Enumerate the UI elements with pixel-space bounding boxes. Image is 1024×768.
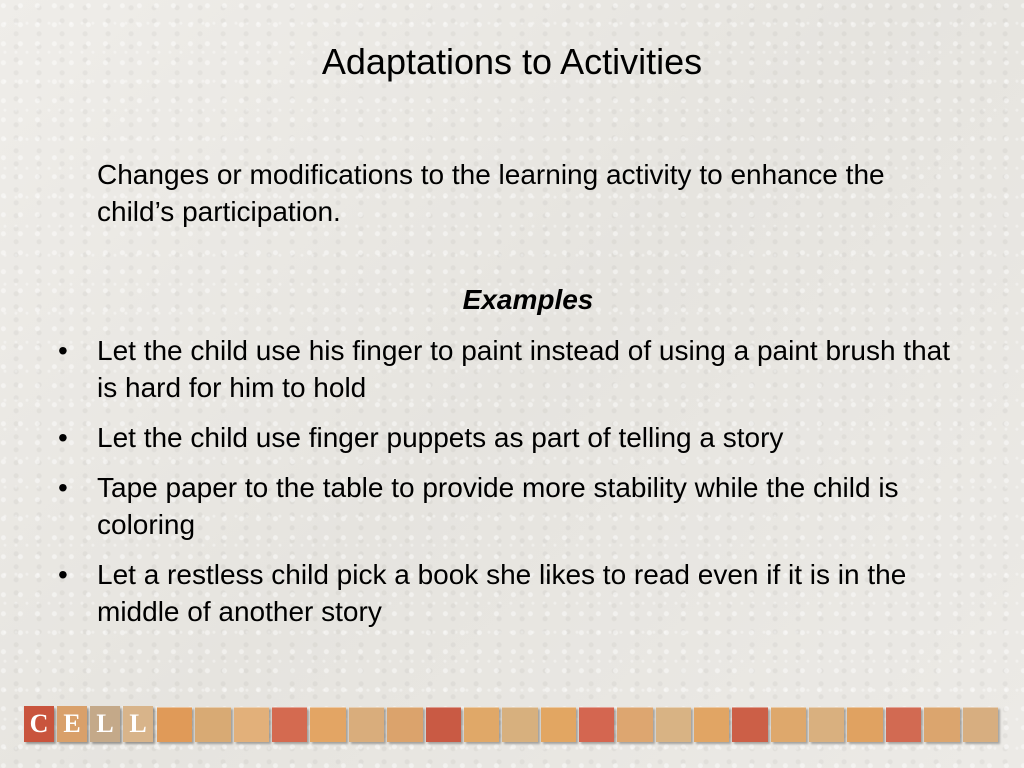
bullet-icon: •	[58, 422, 68, 453]
decorative-tile	[694, 707, 729, 742]
decorative-tile	[464, 707, 499, 742]
logo-letter: E	[57, 706, 87, 742]
bullet-icon: •	[58, 472, 68, 503]
decorative-tile	[310, 707, 345, 742]
slide-title: Adaptations to Activities	[321, 41, 703, 82]
decorative-tile	[771, 707, 806, 742]
list-item	[50, 556, 970, 630]
decorative-tile	[272, 707, 307, 742]
decorative-tile	[847, 707, 882, 742]
examples-list	[50, 332, 970, 643]
logo-letter: L	[90, 706, 120, 742]
decorative-tile	[157, 707, 192, 742]
decorative-tile	[195, 707, 230, 742]
decorative-tile	[234, 707, 269, 742]
bullet-icon: •	[58, 559, 68, 590]
logo-letter: L	[123, 706, 153, 742]
bullet-text: Let the child use finger puppets as part of telling a story	[97, 422, 784, 453]
intro-paragraph: Changes or modifications to the learning activity to enhance the child’s participation.	[97, 159, 885, 227]
decorative-tiles	[157, 704, 998, 744]
list-item	[50, 469, 970, 543]
logo-letter: C	[24, 706, 54, 742]
footer-banner	[24, 704, 998, 744]
decorative-tile	[502, 707, 537, 742]
examples-heading: Examples	[462, 284, 594, 315]
bullet-icon: •	[58, 335, 68, 366]
cell-logo	[24, 704, 153, 744]
decorative-tile	[963, 707, 998, 742]
decorative-tile	[886, 707, 921, 742]
decorative-tile	[579, 707, 614, 742]
decorative-tile	[349, 707, 384, 742]
bullet-text: Tape paper to the table to provide more stability while the child is coloring	[97, 472, 899, 540]
list-item	[50, 332, 970, 406]
decorative-tile	[656, 707, 691, 742]
decorative-tile	[809, 707, 844, 742]
decorative-tile	[387, 707, 422, 742]
bullet-text: Let a restless child pick a book she likes to read even if it is in the middle of another story	[97, 559, 907, 627]
bullet-text: Let the child use his finger to paint instead of using a paint brush that is hard for him to hold	[97, 335, 951, 403]
decorative-tile	[426, 707, 461, 742]
decorative-tile	[924, 707, 959, 742]
decorative-tile	[732, 707, 767, 742]
list-item	[50, 419, 970, 456]
decorative-tile	[617, 707, 652, 742]
decorative-tile	[541, 707, 576, 742]
